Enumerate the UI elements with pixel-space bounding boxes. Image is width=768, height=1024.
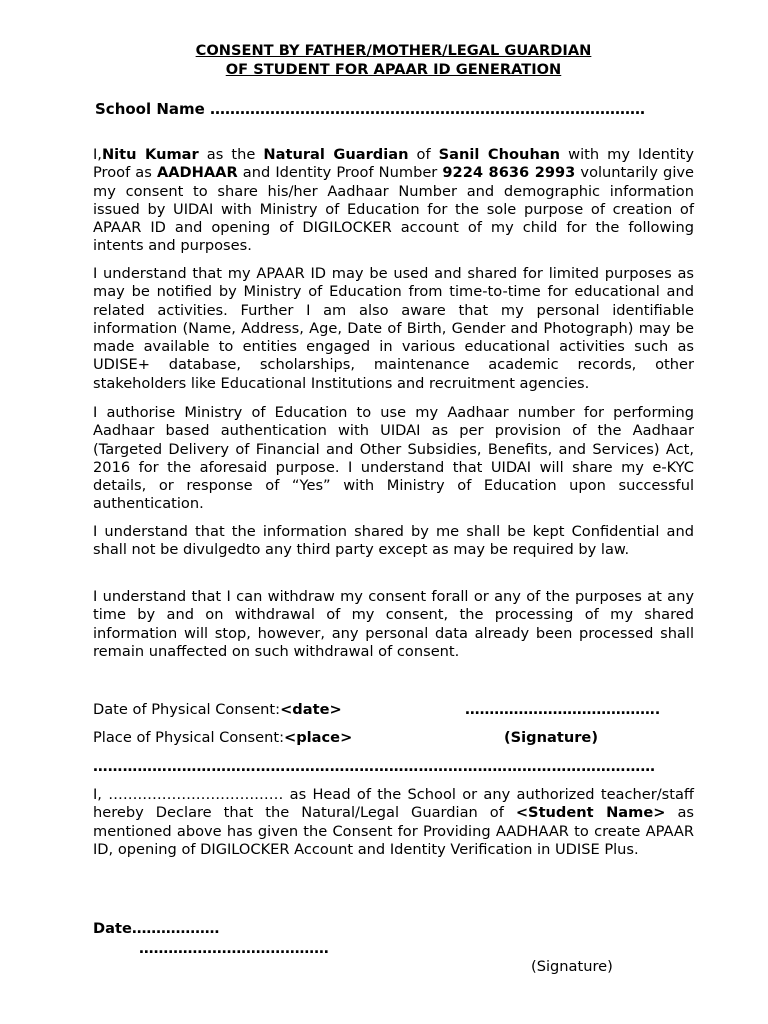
- student-name-placeholder: <Student Name>: [515, 804, 666, 822]
- consent-date-value: <date>: [280, 701, 342, 718]
- text-segment: voluntarily give my consent to share his/her Aadhaar Number and demographic information issued by UIDAI with Ministry of Education for the sole purpose of creation of APAAR ID and opening of DIGILOCKER account of my child for the following intents and purposes.: [93, 164, 694, 255]
- physical-consent-place: [93, 729, 352, 746]
- consent-paragraph-1: [93, 146, 694, 256]
- signature-line: ………………………………….: [465, 701, 661, 718]
- declaration-signature-label: (Signature): [531, 958, 613, 975]
- declaration-date: Date………………: [93, 920, 220, 937]
- consent-paragraph-3: I authorise Ministry of Education to use my Aadhaar number for performing Aadhaar based authentication with UIDAI as per provision of the Aadhaar (Targeted Delivery of Financial and Other Subsidies, Benefits, and Services) Act, 2016 for the aforesaid purpose. I understand that UIDAI will share my e-KYC details, or response of “Yes” with Ministry of Education upon successful authentication.: [93, 404, 694, 513]
- text-segment: of: [408, 146, 439, 163]
- student-name: Sanil Chouhan: [438, 146, 561, 163]
- id-proof-number: 9224 8636 2993: [442, 164, 576, 182]
- school-name-field: School Name ……………………………………………………………………………: [95, 100, 646, 118]
- consent-date-label: Date of Physical Consent:: [93, 701, 281, 718]
- form-title-line1: CONSENT BY FATHER/MOTHER/LEGAL GUARDIAN: [195, 42, 592, 59]
- consent-paragraph-5: I understand that I can withdraw my consent forall or any of the purposes at any time by and on withdrawal of my consent, the processing of my shared information will stop, however, any personal data already been processed shall remain unaffected on such withdrawal of consent.: [93, 588, 694, 660]
- declaration-signature-line: …………………………………: [139, 940, 329, 957]
- text-segment: with my Identity Proof as: [93, 146, 694, 182]
- text-segment: I,: [93, 146, 102, 163]
- form-title-line2: OF STUDENT FOR APAAR ID GENERATION: [225, 61, 562, 78]
- text-segment: I, ……………………………… as Head of the School or any authorized teacher/staff hereby Declare that the Natural/Legal Guardian of: [93, 786, 694, 822]
- text-segment: as the: [198, 146, 264, 163]
- consent-place-label: Place of Physical Consent:: [93, 729, 284, 746]
- consent-paragraph-4: I understand that the information shared by me shall be kept Confidential and shall not be divulgedto any third party except as may be required by law.: [93, 523, 694, 559]
- section-separator: ……………………………………………………………………………………………………: [93, 758, 656, 775]
- text-segment: as mentioned above has given the Consent for Providing AADHAAR to create APAAR ID, opening of DIGILOCKER Account and Identity Verification in UDISE Plus.: [93, 804, 694, 858]
- guardian-name: Nitu Kumar: [101, 146, 199, 163]
- id-proof-type: AADHAAR: [156, 164, 238, 182]
- consent-place-value: <place>: [284, 729, 353, 746]
- guardian-signature-label: (Signature): [504, 729, 598, 746]
- text-segment: and Identity Proof Number: [237, 164, 443, 182]
- guardian-relation: Natural Guardian: [263, 146, 409, 163]
- school-declaration-paragraph: [93, 786, 694, 859]
- physical-consent-date: [93, 701, 342, 718]
- consent-paragraph-2: I understand that my APAAR ID may be used and shared for limited purposes as may be notified by Ministry of Education from time-to-time for educational and related activities. Further I am also aware that my personal identifiable information (Name, Address, Age, Date of Birth, Gender and Photograph) may be made available to entities engaged in various educational activities such as UDISE+ database, scholarships, maintenance academic records, other stakeholders like Educational Institutions and recruitment agencies.: [93, 265, 694, 392]
